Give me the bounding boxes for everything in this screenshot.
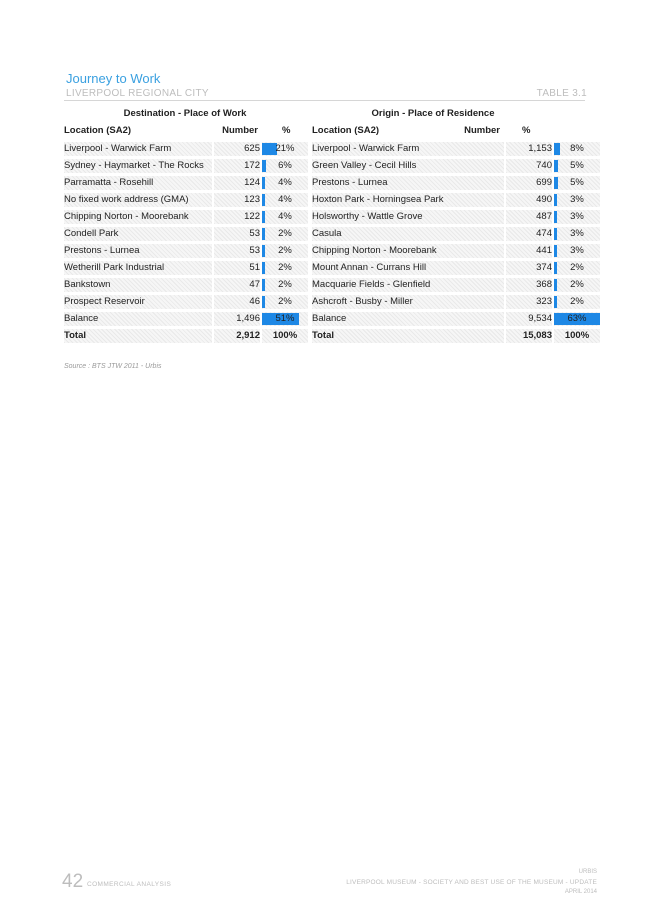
origin-pct: 2%: [570, 279, 584, 290]
footer-brand: URBIS: [578, 869, 597, 875]
page-number: 42: [62, 871, 84, 892]
table-total-row: [64, 329, 590, 343]
destination-location: Sydney - Haymarket - The Rocks: [64, 159, 212, 173]
origin-total-pct: 100%: [554, 329, 600, 343]
origin-number: 1,153: [506, 142, 552, 156]
origin-pct: 8%: [570, 143, 584, 154]
origin-location: Casula: [312, 227, 504, 241]
origin-pct: 5%: [570, 177, 584, 188]
origin-location: Liverpool - Warwick Farm: [312, 142, 504, 156]
destination-number: 53: [214, 244, 260, 258]
destination-pct: 6%: [278, 160, 292, 171]
origin-number: 487: [506, 210, 552, 224]
table-row: [64, 278, 584, 292]
destination-location: Condell Park: [64, 227, 212, 241]
destination-location: Prospect Reservoir: [64, 295, 212, 309]
origin-pct: 3%: [570, 228, 584, 239]
origin-col-number: Number: [464, 125, 500, 136]
origin-location: Green Valley - Cecil Hills: [312, 159, 504, 173]
table-row: [64, 295, 584, 309]
source-note: Source : BTS JTW 2011 - Urbis: [64, 363, 162, 370]
destination-pct: 4%: [278, 177, 292, 188]
page-title: Journey to Work: [66, 71, 161, 86]
table-row: [64, 159, 584, 173]
footer-section-label: COMMERCIAL ANALYSIS: [87, 881, 172, 888]
table-row: [64, 142, 584, 156]
destination-pct: 2%: [278, 228, 292, 239]
origin-location: Ashcroft - Busby - Miller: [312, 295, 504, 309]
destination-location: Bankstown: [64, 278, 212, 292]
origin-number: 441: [506, 244, 552, 258]
origin-location: Mount Annan - Currans Hill: [312, 261, 504, 275]
table-row: [64, 210, 584, 224]
destination-pct: 4%: [278, 194, 292, 205]
origin-location: Prestons - Lurnea: [312, 176, 504, 190]
table-row: [64, 261, 584, 275]
destination-number: 123: [214, 193, 260, 207]
destination-col-pct: %: [282, 125, 291, 136]
origin-pct: 2%: [570, 296, 584, 307]
destination-location: Liverpool - Warwick Farm: [64, 142, 212, 156]
destination-number: 172: [214, 159, 260, 173]
origin-pct: 3%: [570, 245, 584, 256]
origin-heading: Origin - Place of Residence: [371, 108, 495, 119]
destination-pct: 2%: [278, 296, 292, 307]
destination-total-number: 2,912: [214, 329, 260, 343]
destination-col-location: Location (SA2): [64, 125, 132, 136]
destination-pct: 51%: [275, 313, 295, 324]
destination-total-label: Total: [64, 329, 212, 343]
destination-number: 625: [214, 142, 260, 156]
destination-location: Prestons - Lurnea: [64, 244, 212, 258]
header-rule: [64, 100, 585, 101]
origin-pct: 2%: [570, 262, 584, 273]
destination-number: 47: [214, 278, 260, 292]
origin-location: Macquarie Fields - Glenfield: [312, 278, 504, 292]
destination-number: 46: [214, 295, 260, 309]
destination-col-number: Number: [222, 125, 258, 136]
origin-number: 490: [506, 193, 552, 207]
destination-location: No fixed work address (GMA): [64, 193, 212, 207]
origin-number: 368: [506, 278, 552, 292]
table-row: [64, 193, 584, 207]
origin-col-pct: %: [522, 125, 531, 136]
origin-location: Holsworthy - Wattle Grove: [312, 210, 504, 224]
origin-number: 323: [506, 295, 552, 309]
origin-number: 474: [506, 227, 552, 241]
origin-pct: 3%: [570, 211, 584, 222]
destination-number: 122: [214, 210, 260, 224]
footer-date: APRIL 2014: [564, 889, 597, 895]
table-row: [64, 227, 584, 241]
origin-location: Balance: [312, 312, 504, 326]
destination-location: Parramatta - Rosehill: [64, 176, 212, 190]
destination-pct: 2%: [278, 279, 292, 290]
destination-number: 1,496: [214, 312, 260, 326]
origin-col-location: Location (SA2): [312, 125, 380, 136]
destination-location: Balance: [64, 312, 212, 326]
origin-total-number: 15,083: [506, 329, 552, 343]
destination-number: 51: [214, 261, 260, 275]
destination-number: 124: [214, 176, 260, 190]
destination-total-pct: 100%: [262, 329, 308, 343]
destination-pct: 4%: [278, 211, 292, 222]
destination-heading: Destination - Place of Work: [123, 108, 247, 119]
origin-number: 9,534: [506, 312, 552, 326]
origin-location: Chipping Norton - Moorebank: [312, 244, 504, 258]
origin-pct: 63%: [567, 313, 587, 324]
destination-location: Wetherill Park Industrial: [64, 261, 212, 275]
table-row: [64, 176, 584, 190]
destination-number: 53: [214, 227, 260, 241]
destination-location: Chipping Norton - Moorebank: [64, 210, 212, 224]
page-subtitle: LIVERPOOL REGIONAL CITY: [66, 88, 209, 99]
origin-location: Hoxton Park - Horningsea Park: [312, 193, 504, 207]
origin-number: 740: [506, 159, 552, 173]
footer-report-title: LIVERPOOL MUSEUM - SOCIETY AND BEST USE OF THE MUSEUM - UPDATE: [346, 879, 597, 886]
table-number: TABLE 3.1: [536, 88, 587, 99]
destination-pct: 2%: [278, 245, 292, 256]
origin-pct: 3%: [570, 194, 584, 205]
table-row: [64, 244, 584, 258]
origin-number: 699: [506, 176, 552, 190]
destination-pct: 21%: [275, 143, 295, 154]
origin-pct: 5%: [570, 160, 584, 171]
origin-total-label: Total: [312, 329, 504, 343]
origin-number: 374: [506, 261, 552, 275]
destination-pct: 2%: [278, 262, 292, 273]
table-row: [64, 312, 587, 326]
